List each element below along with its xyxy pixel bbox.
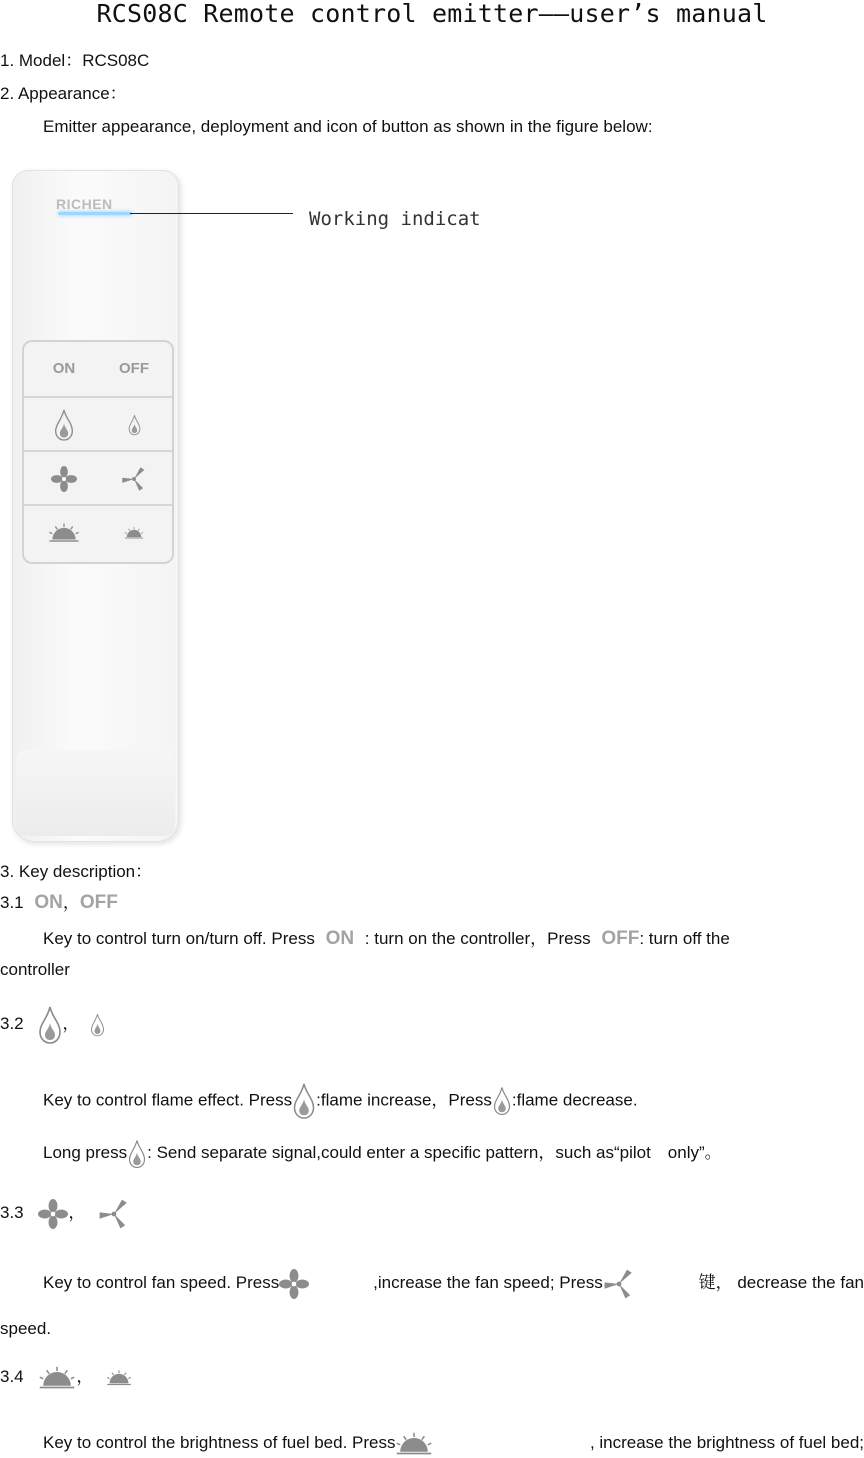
on-icon-text: ON [34,892,63,913]
key-3-2-long-b: : Send separate signal,could enter a specific pattern，such as“pilot only”。 [147,1143,722,1162]
key-3-2-desc-c: :flame decrease. [511,1090,638,1110]
key-3-2-sep: ， [62,1014,80,1033]
keypad-row-flame [24,396,172,451]
key-3-1-number: 3.1 [0,893,24,912]
fan-three-blade-icon [603,1268,635,1300]
fan-three-blade-icon [121,466,147,492]
key-3-3-desc-b-text: ,increase the fan speed; Press [373,1273,603,1292]
key-3-1-desc-a: Key to control turn on/turn off. Press [43,929,315,948]
keypad-row-light [24,504,172,559]
sun-large-icon [48,522,80,544]
key-3-4-number: 3.4 [0,1367,24,1386]
document-title: RCS08C Remote control emitter——user’s manual [96,0,768,28]
fan-four-blade-icon [279,1269,309,1299]
key-3-1-desc-cont: controller [0,960,70,979]
sun-large-icon [38,1365,76,1391]
remote-bottom-panel [16,750,175,836]
remote-control-figure [12,170,179,842]
model-line: 1. Model：RCS08C [0,51,150,70]
brand-logo: RICHEN [56,196,113,212]
sun-large-icon [395,1431,433,1457]
key-3-2-desc-a: Key to control flame effect. Press [43,1090,293,1110]
off-key-label: OFF [119,360,149,377]
key-3-3-title [0,1196,130,1230]
key-3-2-long-press [43,1138,722,1169]
key-3-2-number: 3.2 [0,1014,24,1033]
key-3-2-desc-b: :flame increase，Press [316,1090,492,1110]
key-3-3-desc-b [373,1266,635,1300]
key-3-4-desc-a-text: Key to control the brightness of fuel bed. Press [43,1433,396,1452]
key-3-2-long-a: Long press [43,1143,128,1162]
flame-up-key [34,398,94,451]
key-3-2-desc [43,1082,638,1120]
flame-small-icon [492,1086,512,1116]
key-3-4-desc-b: , increase the brightness of fuel bed; [589,1433,864,1452]
appearance-body: Emitter appearance, deployment and icon of button as shown in the figure below: [43,117,653,136]
on-key-label: ON [52,360,76,377]
key-3-3-sep: ， [68,1203,86,1222]
sun-small-icon [106,1369,132,1387]
key-3-3-desc-a [43,1266,309,1300]
fan-four-blade-icon [38,1199,68,1229]
key-3-3-desc-cont: speed. [0,1319,52,1338]
flame-large-icon [54,408,74,442]
light-up-key [34,506,94,559]
key-3-3-number: 3.3 [0,1203,24,1222]
flame-small-icon [90,1013,105,1037]
working-indicator-led [58,212,132,215]
key-3-1-desc [43,929,730,949]
key-3-1-desc-c: : turn off the [639,929,730,948]
off-key [104,342,164,395]
key-3-3-desc [43,1266,864,1300]
key-3-3-desc-a-text: Key to control fan speed. Press [43,1273,280,1292]
appearance-heading: 2. Appearance： [0,84,127,103]
on-key [34,342,94,395]
flame-down-key [104,398,164,451]
keypad-row-fan [24,450,172,505]
light-down-key [104,506,164,559]
fan-three-blade-icon [98,1198,130,1230]
key-3-2-title [0,1004,105,1045]
off-inline-text: OFF [601,928,640,949]
fan-four-blade-icon [51,466,77,492]
fan-down-key [104,452,164,505]
key-3-4-sep: ， [76,1367,94,1386]
key-3-4-title [0,1362,132,1392]
key-3-3-desc-c: 键， decrease the fan [698,1273,864,1292]
sun-small-icon [124,526,144,540]
on-inline-text: ON [325,928,355,949]
flame-large-icon [38,1005,62,1045]
key-3-1-desc-b: : turn on the controller，Press [364,929,591,948]
callout-working-indicator: Working indicat [309,208,481,230]
fan-up-key [34,452,94,505]
flame-small-icon [128,414,141,436]
remote-keypad [22,340,174,564]
off-icon-text: OFF [79,892,118,913]
key-3-4-desc-a [43,1428,433,1458]
flame-small-icon [127,1139,147,1169]
callout-leader-line [130,213,293,214]
key-description-heading: 3. Key description： [0,862,153,881]
key-3-1-sep: ， [62,893,80,912]
keypad-row-power [24,342,172,395]
key-3-4-desc [43,1428,864,1458]
flame-large-icon [292,1082,316,1120]
key-3-1-title [0,893,118,913]
